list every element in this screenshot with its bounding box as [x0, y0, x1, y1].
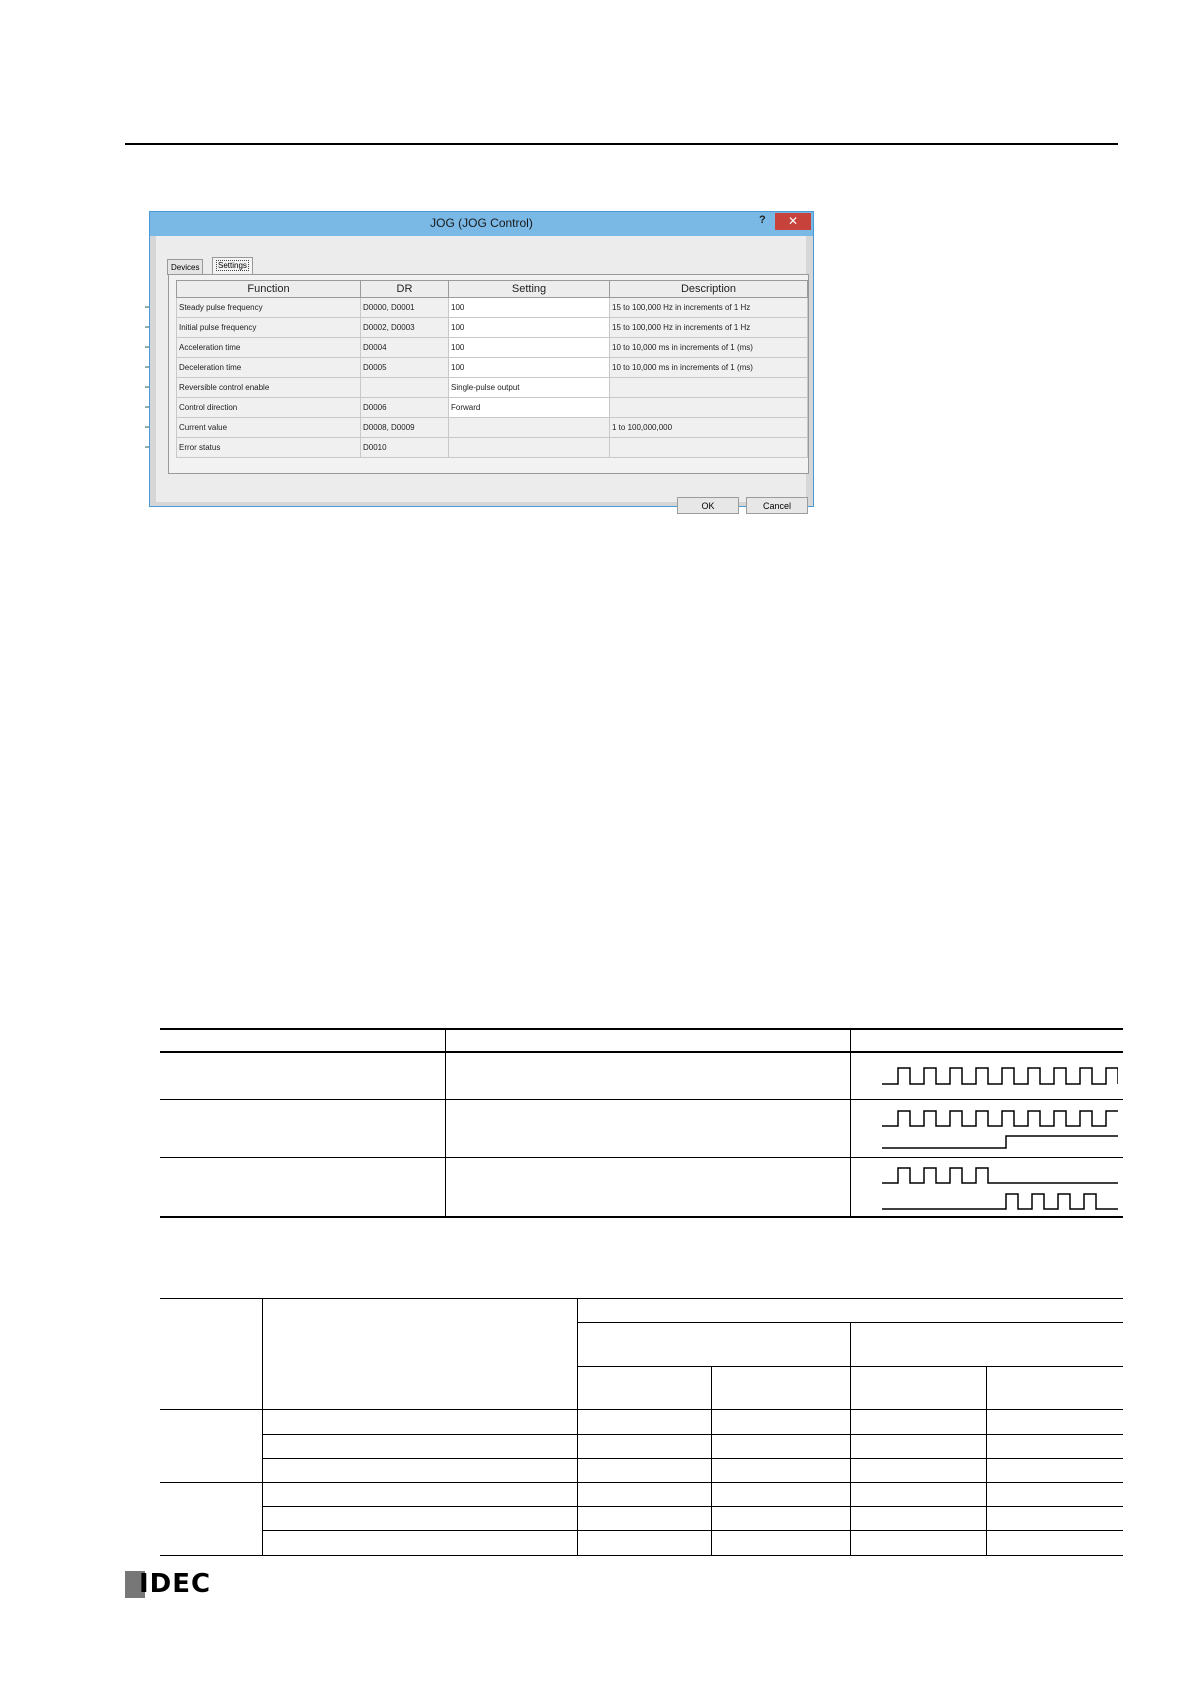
- table-row-rule: [160, 1099, 1123, 1100]
- setting-cell: [449, 418, 610, 438]
- col-setting: Setting: [449, 281, 610, 298]
- table-row-rule: [263, 1458, 1123, 1459]
- dr-cell: D0004: [361, 338, 449, 358]
- dual-pulse-waveform: [882, 1166, 1118, 1212]
- col-description: Description: [610, 281, 808, 298]
- settings-grid: [168, 274, 809, 474]
- function-cell: Deceleration time: [177, 358, 361, 378]
- description-cell: 10 to 10,000 ms in increments of 1 (ms): [610, 338, 808, 358]
- table-header-bottom-rule: [160, 1409, 1123, 1410]
- function-cell: Current value: [177, 418, 361, 438]
- forward-pulse-line: [882, 1168, 1118, 1183]
- setting-cell[interactable]: 100: [449, 358, 610, 378]
- logo-text: IDEC: [139, 1569, 212, 1599]
- dialog-client: [156, 236, 806, 511]
- tab-devices[interactable]: [167, 259, 203, 275]
- dr-cell: D0008, D0009: [361, 418, 449, 438]
- header-rule: [125, 143, 1118, 145]
- description-cell: 10 to 10,000 ms in increments of 1 (ms): [610, 358, 808, 378]
- table-row: [177, 438, 808, 458]
- dr-cell: D0002, D0003: [361, 318, 449, 338]
- reverse-pulse-line: [882, 1194, 1118, 1209]
- dr-cell: [361, 378, 449, 398]
- pulse-line: [882, 1111, 1118, 1126]
- dr-cell: D0010: [361, 438, 449, 458]
- dr-cell: D0006: [361, 398, 449, 418]
- table-group-rule: [160, 1482, 1123, 1483]
- table-col-divider: [850, 1028, 851, 1217]
- dr-cell: D0000, D0001: [361, 298, 449, 318]
- table-col-divider: [711, 1366, 712, 1556]
- table-row: [177, 418, 808, 438]
- jog-dialog: [149, 211, 814, 511]
- table-col-divider: [445, 1028, 446, 1217]
- ok-button[interactable]: OK: [677, 497, 739, 514]
- help-button[interactable]: ?: [759, 214, 766, 226]
- single-pulse-waveform: [882, 1064, 1118, 1086]
- table-row-rule: [263, 1434, 1123, 1435]
- setting-cell: [449, 438, 610, 458]
- col-dr: DR: [361, 281, 449, 298]
- table-row-rule: [263, 1530, 1123, 1531]
- table-row: [177, 378, 808, 398]
- table-col-divider: [986, 1366, 987, 1556]
- setting-cell[interactable]: Single-pulse output: [449, 378, 610, 398]
- dialog-title: JOG (JOG Control): [430, 216, 533, 230]
- description-cell: 1 to 100,000,000: [610, 418, 808, 438]
- table-col-divider: [577, 1298, 578, 1556]
- function-cell: Reversible control enable: [177, 378, 361, 398]
- table-header-rule: [160, 1051, 1123, 1053]
- settings-table: [176, 280, 808, 458]
- function-cell: Steady pulse frequency: [177, 298, 361, 318]
- pulse-direction-waveform: [882, 1108, 1118, 1152]
- description-cell: 15 to 100,000 Hz in increments of 1 Hz: [610, 298, 808, 318]
- table-row: [177, 298, 808, 318]
- dr-cell: D0005: [361, 358, 449, 378]
- description-cell: [610, 398, 808, 418]
- table-col-divider: [262, 1298, 263, 1556]
- description-cell: [610, 438, 808, 458]
- function-cell: Error status: [177, 438, 361, 458]
- table-top-rule: [160, 1298, 1123, 1299]
- table-header-rule: [578, 1322, 1123, 1323]
- tab-settings-label: Settings: [218, 261, 247, 270]
- table-row-rule: [263, 1506, 1123, 1507]
- tab-devices-label: Devices: [171, 263, 200, 272]
- table-bottom-rule: [160, 1216, 1123, 1218]
- table-bottom-rule: [160, 1555, 1123, 1556]
- table-col-divider: [850, 1322, 851, 1556]
- function-cell: Acceleration time: [177, 338, 361, 358]
- function-cell: Control direction: [177, 398, 361, 418]
- direction-line: [882, 1136, 1118, 1148]
- description-cell: [610, 378, 808, 398]
- setting-cell[interactable]: 100: [449, 298, 610, 318]
- col-function: Function: [177, 281, 361, 298]
- table-top-rule: [160, 1028, 1123, 1030]
- function-cell: Initial pulse frequency: [177, 318, 361, 338]
- table-row: [177, 338, 808, 358]
- description-cell: 15 to 100,000 Hz in increments of 1 Hz: [610, 318, 808, 338]
- table-row: [177, 358, 808, 378]
- tab-settings[interactable]: [212, 257, 253, 275]
- cancel-button[interactable]: Cancel: [746, 497, 808, 514]
- table-row-rule: [160, 1157, 1123, 1158]
- close-button[interactable]: ✕: [775, 213, 811, 230]
- table-header-row: [177, 281, 808, 298]
- setting-cell[interactable]: Forward: [449, 398, 610, 418]
- setting-cell[interactable]: 100: [449, 338, 610, 358]
- table-header-rule: [578, 1366, 1123, 1367]
- table-row: [177, 318, 808, 338]
- table-row: [177, 398, 808, 418]
- setting-cell[interactable]: 100: [449, 318, 610, 338]
